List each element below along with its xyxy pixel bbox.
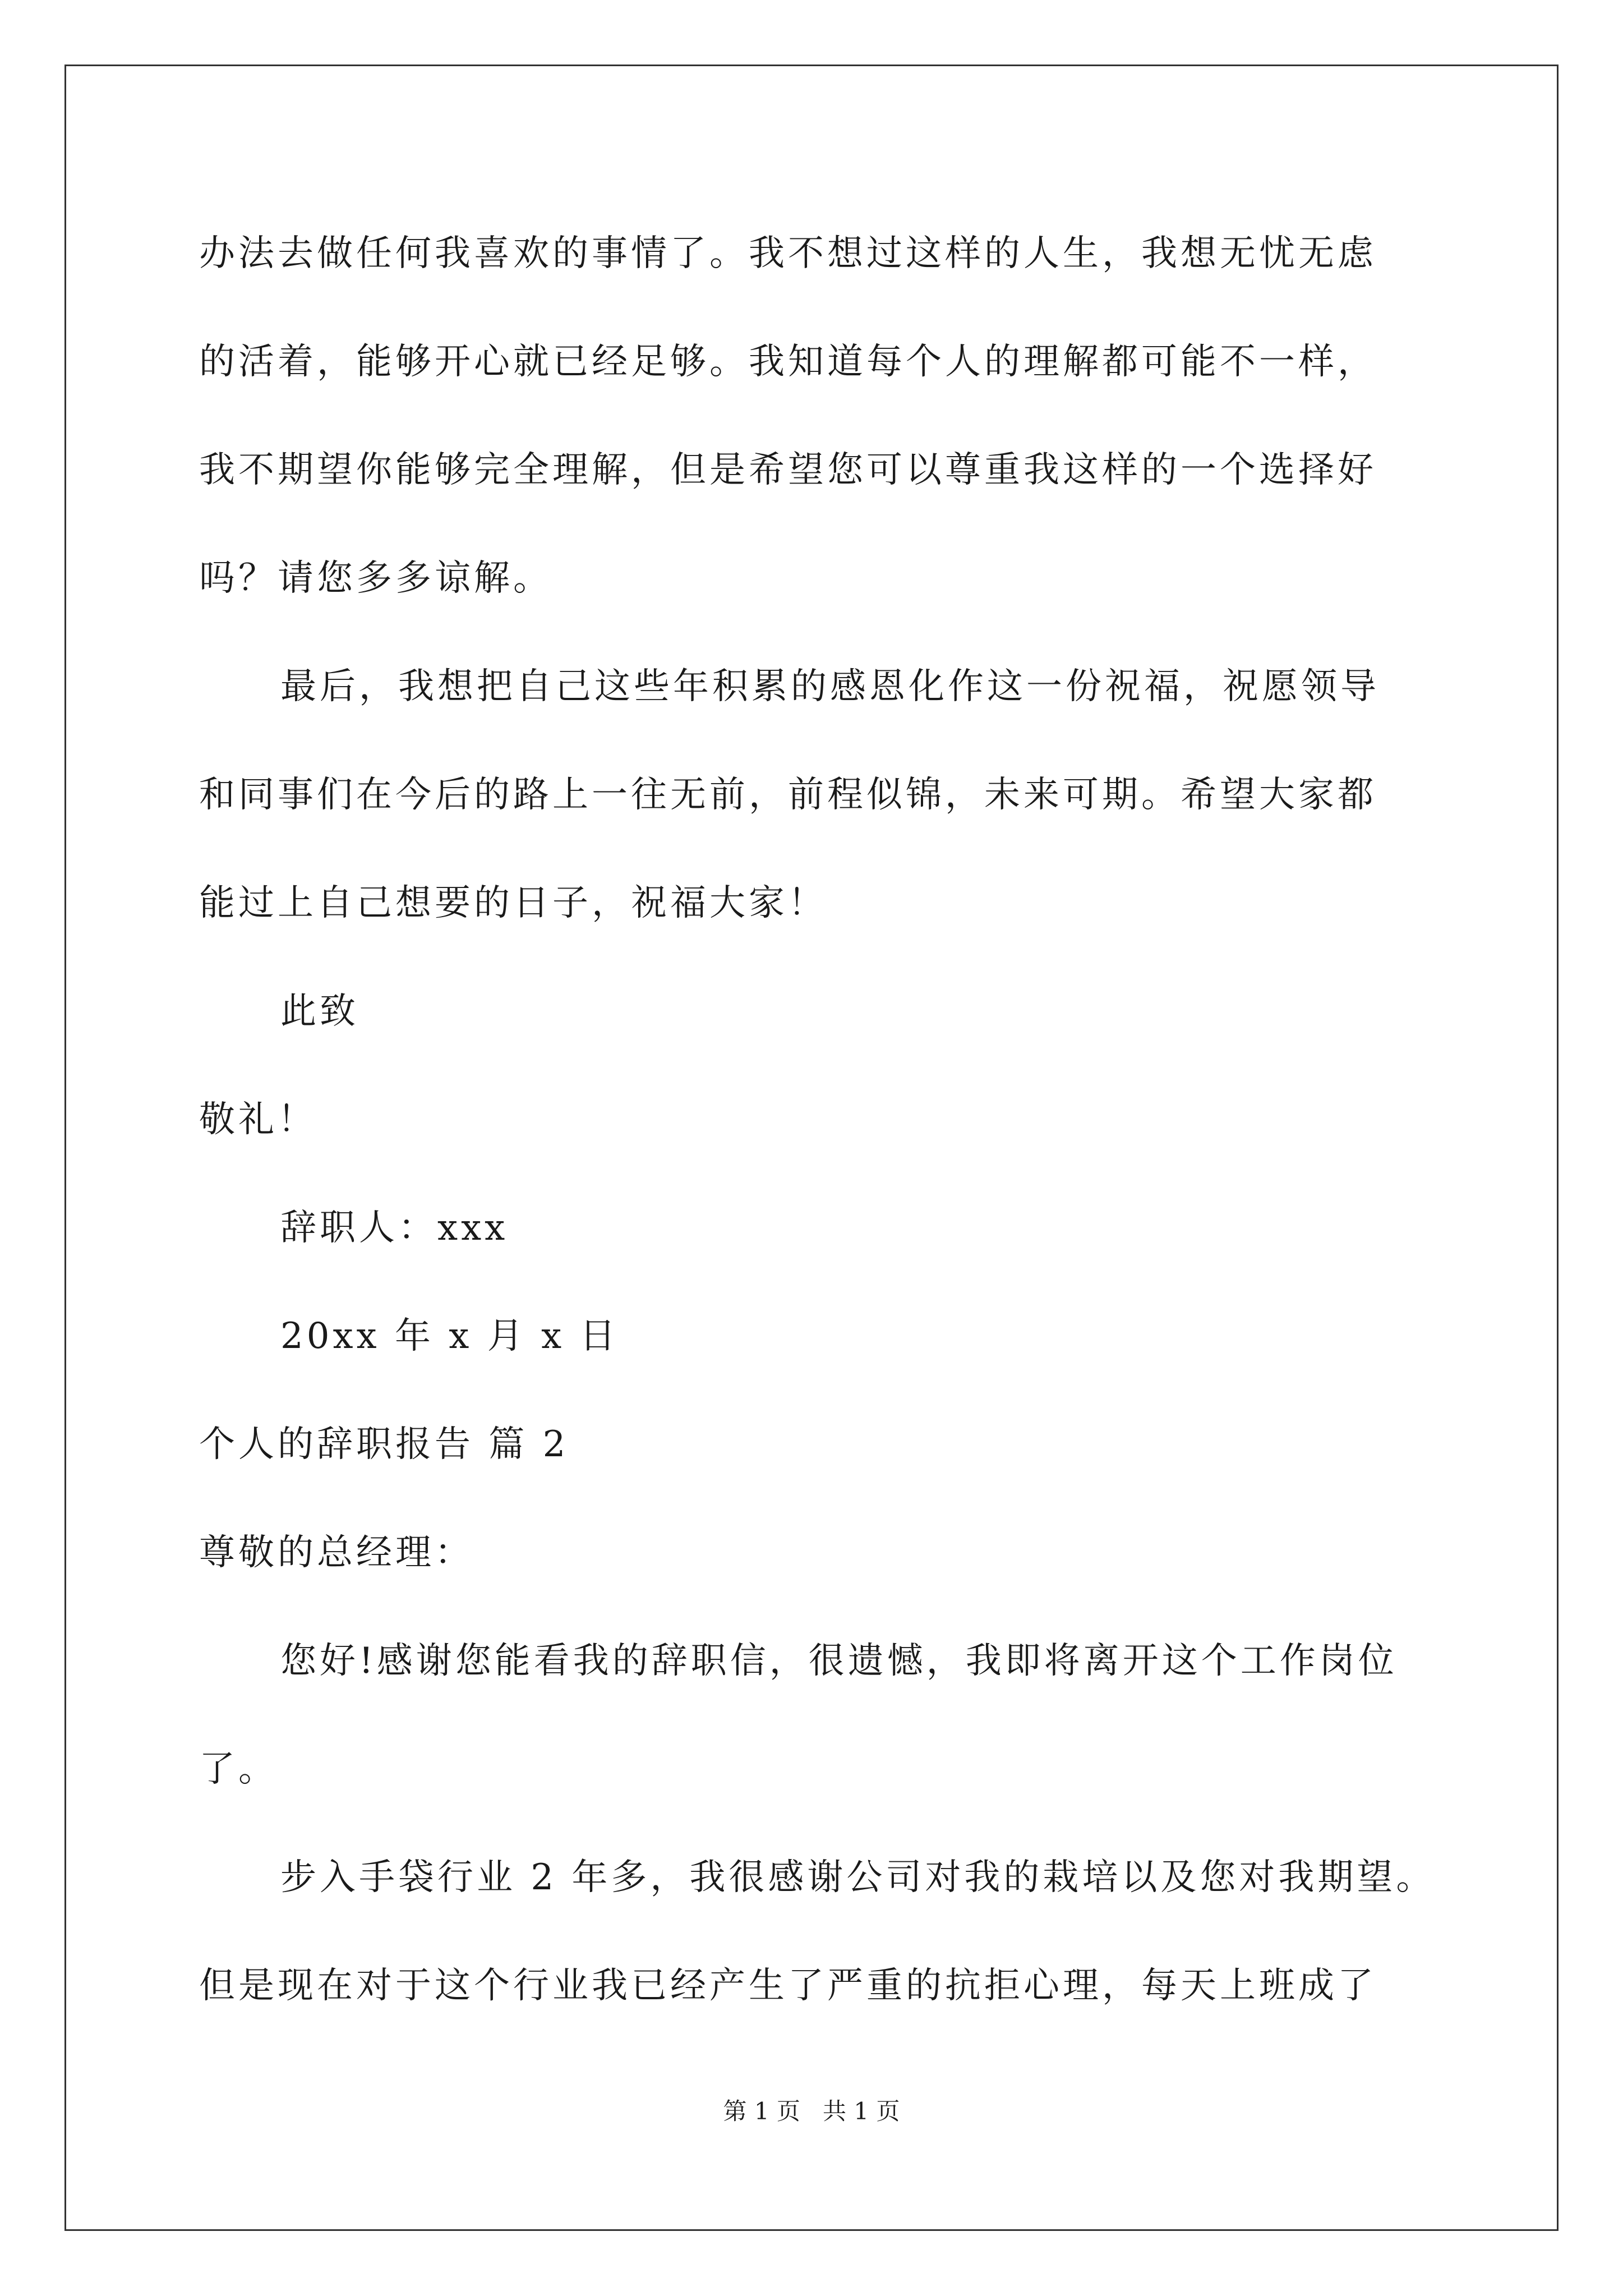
paragraph-first-line: 步入手袋行业 2 年多，我很感谢公司对我的栽培以及您对我期望。 <box>280 1857 1436 1898</box>
signature-date: 20xx 年 x 月 x 日 <box>280 1315 619 1357</box>
page-border <box>64 65 1559 2231</box>
letter-greeting: 尊敬的总经理： <box>199 1532 474 1573</box>
body-text-line: 我不期望你能够完全理解，但是希望您可以尊重我这样的一个选择好 <box>199 449 1377 491</box>
closing-salutation: 此致 <box>280 991 359 1032</box>
body-text-line: 吗？请您多多谅解。 <box>199 558 552 599</box>
body-text-line: 但是现在对于这个行业我已经产生了严重的抗拒心理，每天上班成了 <box>199 1965 1377 2007</box>
body-text-line: 能过上自己想要的日子，祝福大家！ <box>199 882 827 924</box>
signature-name: 辞职人：xxx <box>280 1207 509 1249</box>
closing-regards: 敬礼！ <box>199 1099 317 1140</box>
body-text-line: 办法去做任何我喜欢的事情了。我不想过这样的人生，我想无忧无虑 <box>199 233 1377 274</box>
paragraph-first-line: 您好!感谢您能看我的辞职信，很遗憾，我即将离开这个工作岗位 <box>280 1640 1398 1682</box>
body-text-line: 的活着，能够开心就已经足够。我知道每个人的理解都可能不一样， <box>199 341 1377 383</box>
body-text-line: 和同事们在今后的路上一往无前，前程似锦，未来可期。希望大家都 <box>199 774 1377 816</box>
paragraph-first-line: 最后，我想把自己这些年积累的感恩化作这一份祝福，祝愿领导 <box>280 666 1380 707</box>
section-heading: 个人的辞职报告 篇 2 <box>199 1424 569 1465</box>
body-text-line: 了。 <box>199 1749 278 1790</box>
page-footer: 第 1 页 共 1 页 <box>723 2097 900 2125</box>
